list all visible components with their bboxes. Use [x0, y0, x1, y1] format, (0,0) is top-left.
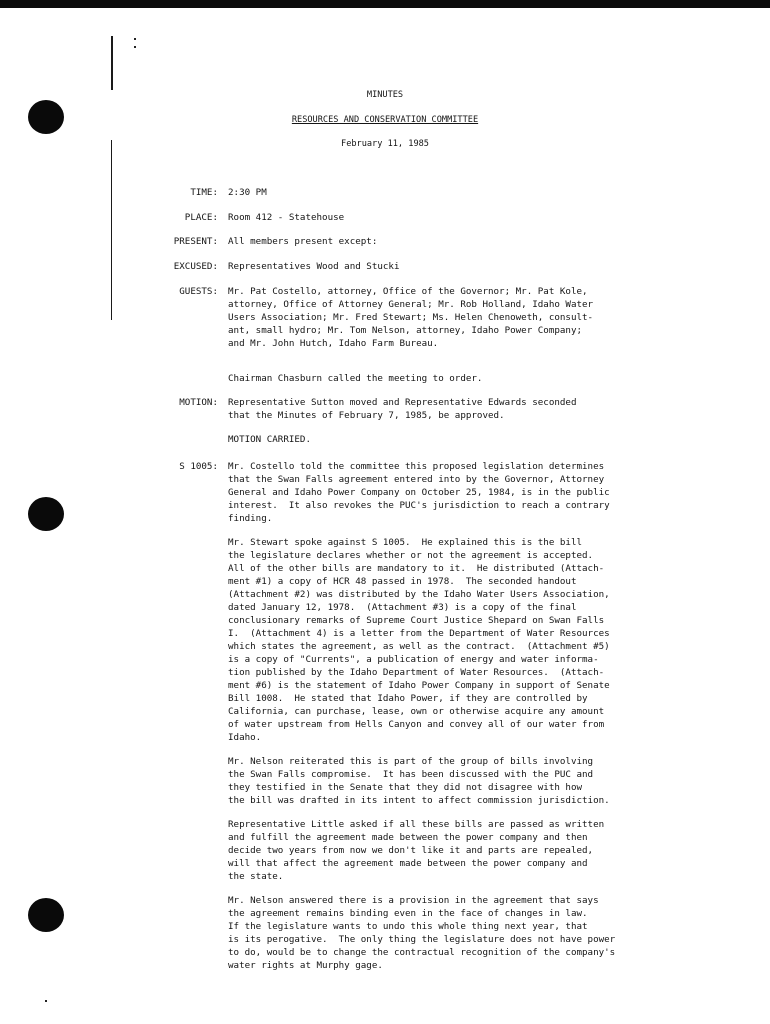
- guests-line: Users Association; Mr. Fred Stewart; Ms. Helen Chenoweth, consult-: [228, 312, 594, 323]
- guests-line: ant, small hydro; Mr. Tom Nelson, attorney, Idaho Power Company;: [228, 325, 583, 336]
- bill-para-2-line: the legislature declares whether or not the agreement is accepted.: [228, 550, 594, 561]
- bill-para-2-line: conclusionary remarks of Supreme Court Justice Shepard on Swan Falls: [228, 615, 605, 626]
- committee-name: RESOURCES AND CONSERVATION COMMITTEE: [291, 115, 479, 125]
- bill-para-1-line: interest. It also revokes the PUC's jurisdiction to reach a contrary: [228, 500, 610, 511]
- present-label: PRESENT:: [173, 236, 218, 247]
- guests-label: GUESTS:: [179, 286, 218, 297]
- bill-para-2-line: which states the agreement, as well as the contract. (Attachment #5): [228, 641, 610, 652]
- motion-line: that the Minutes of February 7, 1985, be approved.: [228, 410, 505, 421]
- place-value: Room 412 - Statehouse: [228, 212, 345, 223]
- bill-para-3-line: the bill was drafted in its intent to affect commission jurisdiction.: [228, 795, 610, 806]
- motion-result: MOTION CARRIED.: [228, 434, 311, 445]
- bill-para-5-line: the agreement remains binding even in the face of changes in law.: [228, 908, 588, 919]
- call-to-order: Chairman Chasburn called the meeting to order.: [228, 373, 483, 384]
- bill-para-2-line: dated January 12, 1978. (Attachment #3) is a copy of the final: [228, 602, 577, 613]
- present-value: All members present except:: [228, 236, 378, 247]
- excused-label: EXCUSED:: [173, 261, 218, 272]
- bill-para-2-line: Mr. Stewart spoke against S 1005. He explained this is the bill: [228, 537, 583, 548]
- speck: [134, 38, 136, 40]
- bill-para-1-line: General and Idaho Power Company on October 25, 1984, is in the public: [228, 487, 610, 498]
- bill-para-1-line: that the Swan Falls agreement entered into by the Governor, Attorney: [228, 474, 605, 485]
- motion-line: Representative Sutton moved and Representative Edwards seconded: [228, 397, 577, 408]
- margin-rule-lower: [111, 140, 112, 320]
- bill-para-2-line: (Attachment #2) was distributed by the Idaho Water Users Association,: [228, 589, 610, 600]
- bill-para-2-line: All of the other bills are mandatory to it. He distributed (Attach-: [228, 563, 605, 574]
- bill-para-5-line: is its perogative. The only thing the legislature does not have power: [228, 934, 616, 945]
- bill-para-2-line: Bill 1008. He stated that Idaho Power, if they are controlled by: [228, 693, 588, 704]
- bill-para-2-line: I. (Attachment 4) is a letter from the Department of Water Resources: [228, 628, 610, 639]
- bill-para-1-line: Mr. Costello told the committee this proposed legislation determines: [228, 461, 605, 472]
- bill-para-4-line: decide two years from now we don't like it and parts are repealed,: [228, 845, 594, 856]
- bill-para-3-line: the Swan Falls compromise. It has been discussed with the PUC and: [228, 769, 594, 780]
- excused-value: Representatives Wood and Stucki: [228, 261, 400, 272]
- bill-label: S 1005:: [179, 461, 218, 472]
- bill-para-2-line: tion published by the Idaho Department of Water Resources. (Attach-: [228, 667, 605, 678]
- document-title: MINUTES: [366, 90, 404, 100]
- guests-line: and Mr. John Hutch, Idaho Farm Bureau.: [228, 338, 439, 349]
- punch-hole-bottom: [28, 898, 64, 932]
- motion-label: MOTION:: [179, 397, 218, 408]
- speck: [45, 1000, 47, 1002]
- bill-para-2-line: California, can purchase, lease, own or otherwise acquire any amount: [228, 706, 605, 717]
- bill-para-2-line: of water upstream from Hells Canyon and convey all of our water from: [228, 719, 605, 730]
- bill-para-1-line: finding.: [228, 513, 273, 524]
- place-label: PLACE:: [184, 212, 218, 223]
- bill-para-2-line: Idaho.: [228, 732, 262, 743]
- meeting-date: February 11, 1985: [341, 139, 429, 149]
- bill-para-5-line: water rights at Murphy gage.: [228, 960, 383, 971]
- bill-para-2-line: ment #1) a copy of HCR 48 passed in 1978. The seconded handout: [228, 576, 577, 587]
- time-value: 2:30 PM: [228, 187, 267, 198]
- bill-para-3-line: Mr. Nelson reiterated this is part of the group of bills involving: [228, 756, 594, 767]
- bill-para-4-line: the state.: [228, 871, 284, 882]
- scan-top-edge: [0, 0, 770, 8]
- bill-para-4-line: Representative Little asked if all these bills are passed as written: [228, 819, 605, 830]
- time-label: TIME:: [190, 187, 218, 198]
- bill-para-4-line: will that affect the agreement made between the power company and: [228, 858, 588, 869]
- bill-para-5-line: Mr. Nelson answered there is a provision in the agreement that says: [228, 895, 599, 906]
- speck: [134, 46, 136, 48]
- bill-para-5-line: to do, would be to change the contractual recognition of the company's: [228, 947, 616, 958]
- margin-rule-upper: [111, 36, 113, 90]
- bill-para-2-line: ment #6) is the statement of Idaho Power Company in support of Senate: [228, 680, 610, 691]
- bill-para-2-line: is a copy of "Currents", a publication of energy and water informa-: [228, 654, 599, 665]
- guests-line: attorney, Office of Attorney General; Mr. Rob Holland, Idaho Water: [228, 299, 594, 310]
- guests-line: Mr. Pat Costello, attorney, Office of the Governor; Mr. Pat Kole,: [228, 286, 588, 297]
- bill-para-3-line: they testified in the Senate that they did not disagree with how: [228, 782, 583, 793]
- bill-para-4-line: and fulfill the agreement made between the power company and then: [228, 832, 588, 843]
- punch-hole-middle: [28, 497, 64, 531]
- bill-para-5-line: If the legislature wants to undo this whole thing next year, that: [228, 921, 588, 932]
